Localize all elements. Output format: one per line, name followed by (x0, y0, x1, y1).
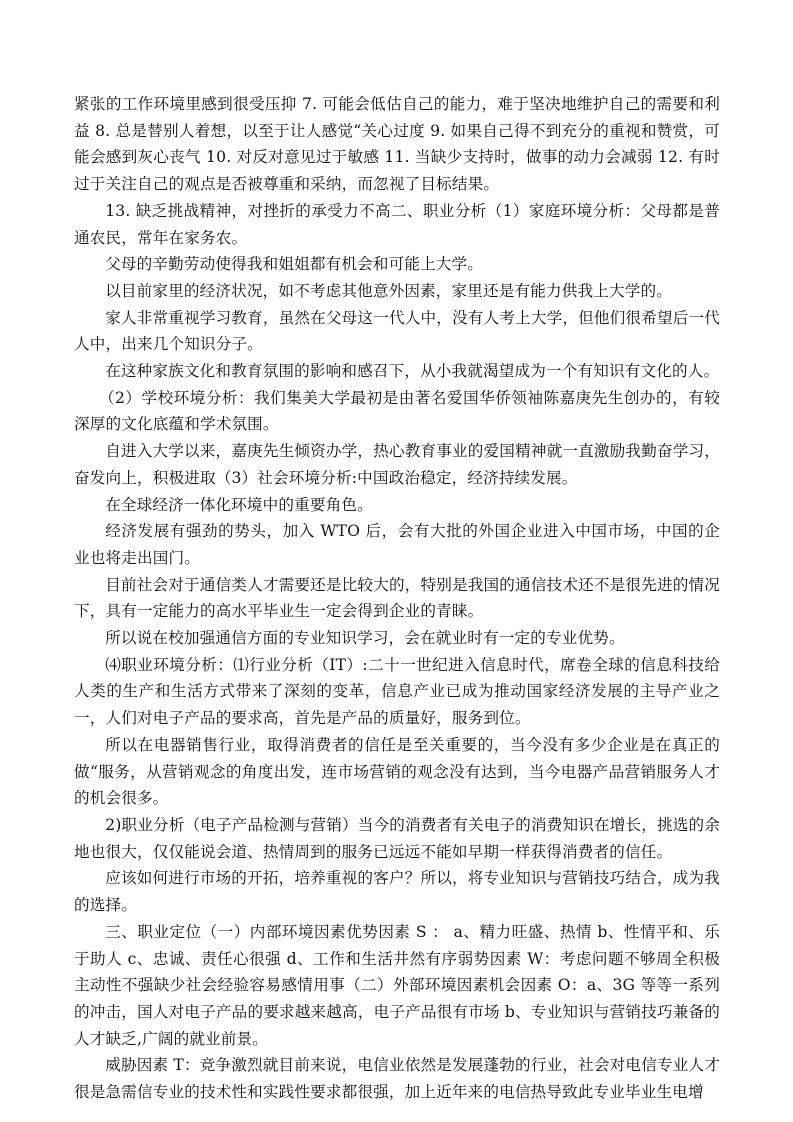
paragraph-3: 父母的辛勤劳动使得我和姐姐都有机会和可能上大学。 (105, 255, 484, 274)
paragraph-11: 目前社会对于通信类人才需要还是比较大的，特别是我国的通信技术还不是很先进的情况下，具有一定能力的高水平毕业生一定会得到企业的青睐。 (74, 575, 720, 621)
paragraph-17: 三、职业定位（一）内部环境因素优势因素 S ： a、精力旺盛、热情 b、性情平和、乐于助人 c、忠诚、责任心很强 d、工作和生活井然有序弱势因素 W：考虑问题不够周全积极主动性不强缺少社会经验容易感情用事（二）外部环境因素机会因素 O：a、3G 等等一系列的冲击，国人对电子产品的要求越来越高，电子产品很有市场 b、专业知识与营销技巧兼备的人才缺乏,广阔的就业前景。 (74, 922, 720, 1048)
paragraph-13: ⑷职业环境分析：⑴行业分析（IT）:二十一世纪进入信息时代，席卷全球的信息科技给人类的生产和生活方式带来了深刻的变革，信息产业已成为推动国家经济发展的主导产业之一，人们对电子产品的要求高，首先是产品的质量好，服务到位。 (74, 655, 720, 728)
paragraph-18: 威胁因素 T：竞争激烈就目前来说，电信业依然是发展蓬勃的行业，社会对电信专业人才很是急需信专业的技术性和实践性要求都很强，加上近年来的电信热导致此专业毕业生电增 (74, 1056, 720, 1102)
paragraph-5: 家人非常重视学习教育，虽然在父母这一代人中，没有人考上大学，但他们很希望后一代人中，出来几个知识分子。 (74, 308, 720, 354)
paragraph-12: 所以说在校加强通信方面的专业知识学习，会在就业时有一定的专业优势。 (105, 629, 625, 648)
paragraph-15: 2)职业分析（电子产品检测与营销）当今的消费者有关电子的消费知识在增长，挑选的余地也很大，仅仅能说会道、热情周到的服务已远远不能如早期一样获得消费者的信任。 (74, 815, 720, 861)
paragraph-16: 应该如何进行市场的开拓，培养重视的客户？所以，将专业知识与营销技巧结合，成为我的选择。 (74, 869, 720, 915)
paragraph-14: 所以在电器销售行业，取得消费者的信任是至关重要的，当今没有多少企业是在真正的做“服务，从营销观念的角度出发，连市场营销的观念没有达到，当今电器产品营销服务人才的机会很多。 (74, 735, 720, 808)
paragraph-2: 13. 缺乏挑战精神，对挫折的承受力不高二、职业分析（1）家庭环境分析：父母都是普通农民，常年在家务农。 (74, 201, 720, 247)
paragraph-9: 在全球经济一体化环境中的重要角色。 (105, 495, 373, 514)
paragraph-8: 自进入大学以来，嘉庚先生倾资办学，热心教育事业的爱国精神就一直激励我勤奋学习，奋发向上，积极进取（3）社会环境分析:中国政治稳定，经济持续发展。 (74, 442, 720, 487)
paragraph-6: 在这种家族文化和教育氛围的影响和感召下，从小我就渴望成为一个有知识有文化的人。 (105, 362, 720, 381)
document-body (74, 91, 720, 1106)
paragraph-4: 以目前家里的经济状况，如不考虑其他意外因素，家里还是有能力供我上大学的。 (105, 281, 672, 300)
paragraph-10: 经济发展有强劲的势头，加入 WTO 后，会有大批的外国企业进入中国市场，中国的企业也将走出国门。 (74, 522, 720, 567)
paragraph-7: （2）学校环境分析：我们集美大学最初是由著名爱国华侨领袖陈嘉庚先生创办的，有较深厚的文化底蕴和学术氛围。 (74, 388, 720, 434)
paragraph-1: 紧张的工作环境里感到很受压抑 7. 可能会低估自己的能力，难于坚决地维护自己的需要和利益 8. 总是替别人着想，以至于让人感觉“关心过度 9. 如果自己得不到充分的重视和赞赏，可能会感到灰心丧气 10. 对反对意见过于敏感 11. 当缺少支持时，做事的动力会减弱 12. 有时过于关注自己的观点是否被尊重和采纳，而忽视了目标结果。 (74, 95, 720, 194)
